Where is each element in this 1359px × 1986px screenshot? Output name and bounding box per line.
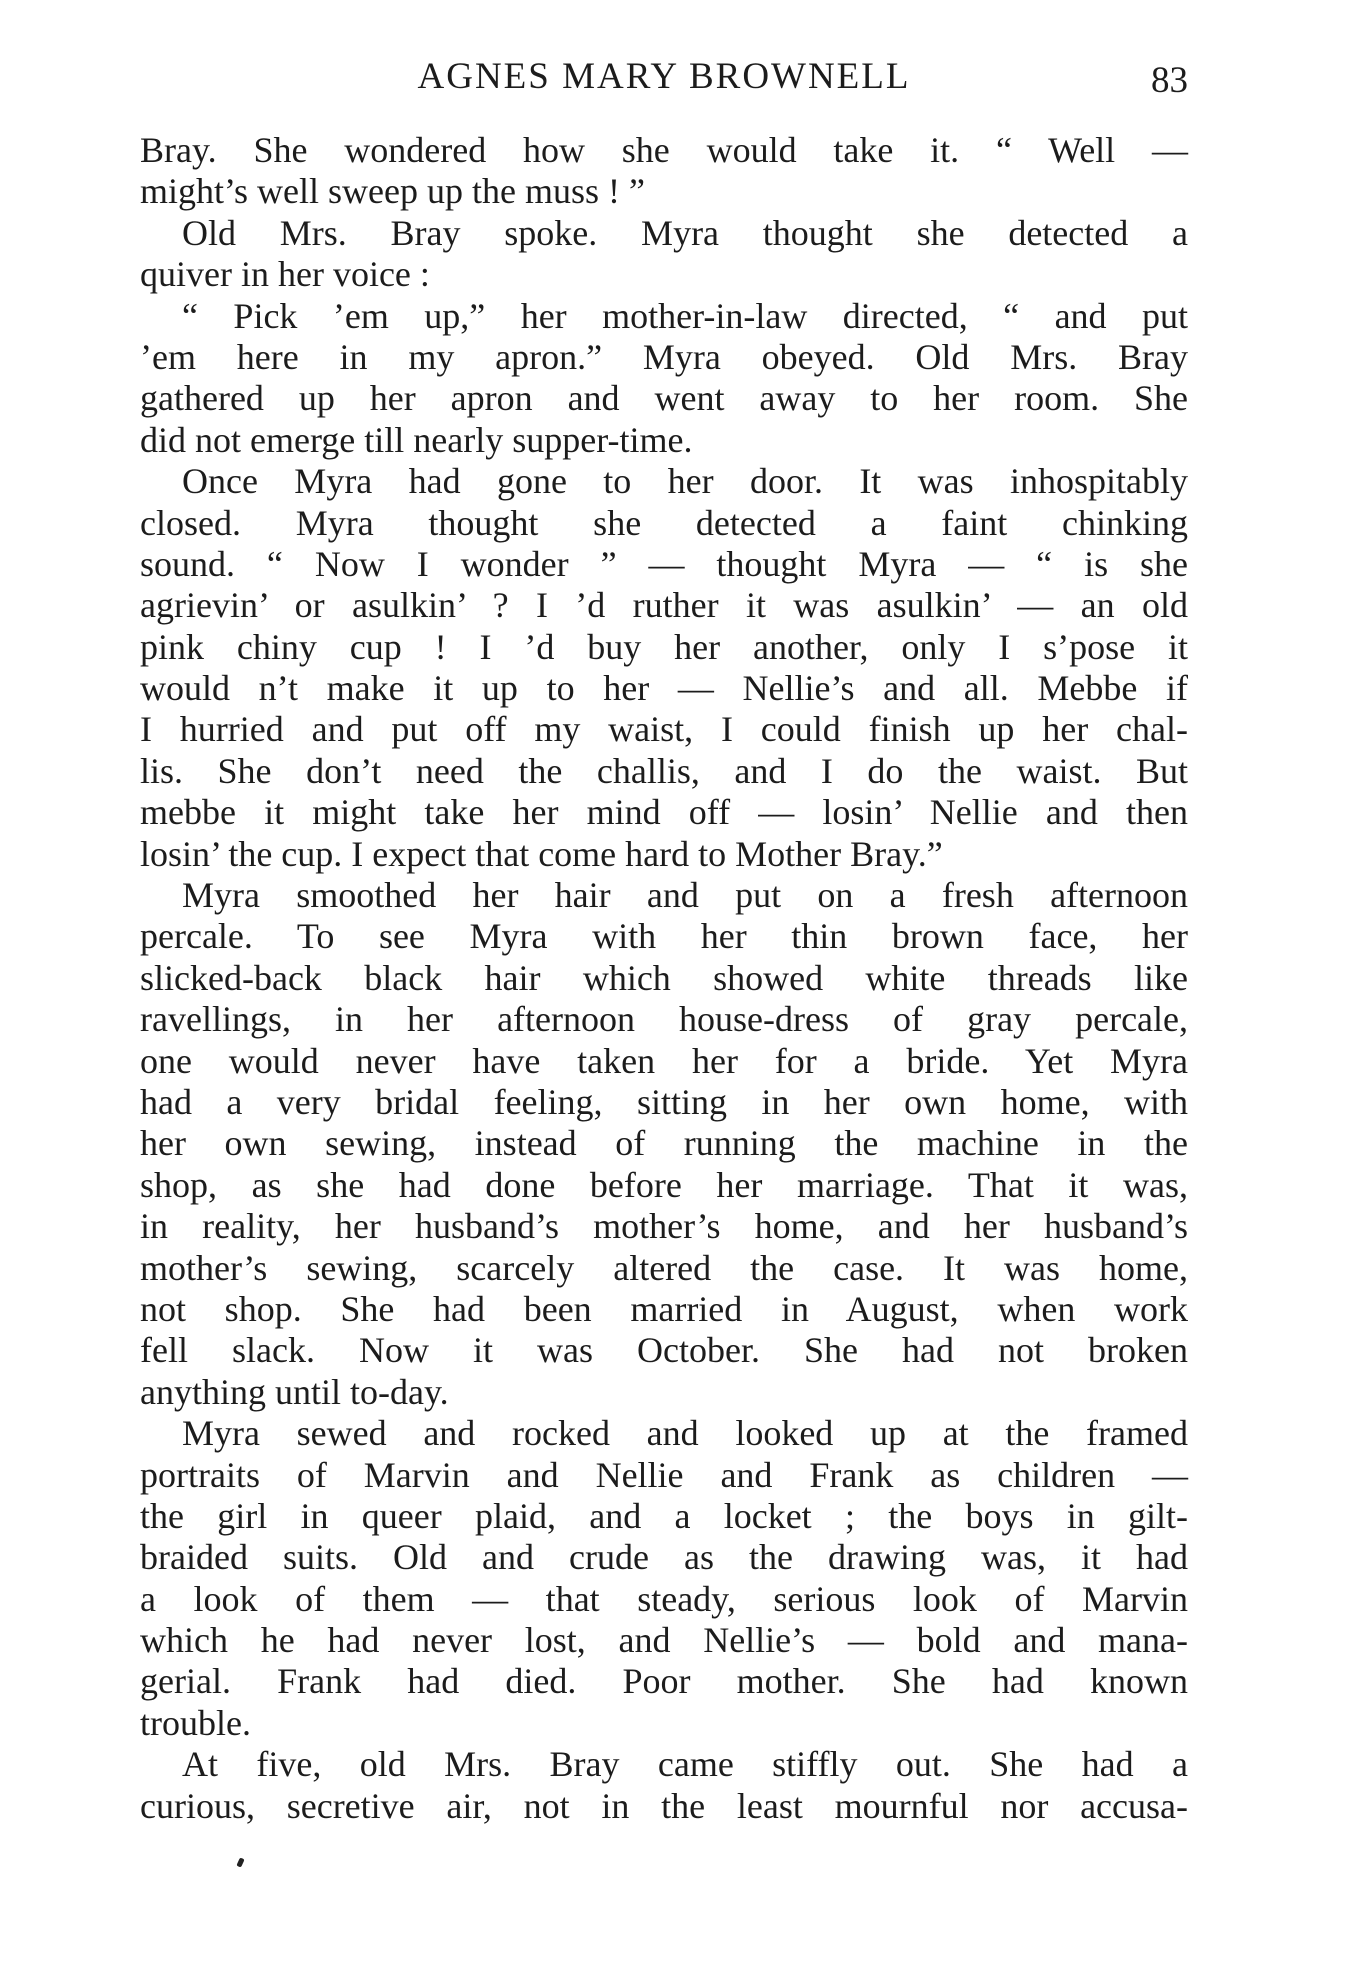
text-line: sound. “ Now I wonder ” — thought Myra — “ is she [140,543,1188,584]
text-line: agrievin’ or asulkin’ ? I ’d ruther it was asulkin’ — an old [140,585,1188,626]
text-line: mother’s sewing, scarcely altered the case. It was home, [140,1247,1188,1288]
text-line: Old Mrs. Bray spoke. Myra thought she detected a [182,212,1188,253]
text-line: braided suits. Old and crude as the drawing was, it had [140,1537,1188,1578]
text-line: one would never have taken her for a bride. Yet Myra [140,1040,1188,1081]
text-line: did not emerge till nearly supper-time. [140,419,693,460]
text-line: losin’ the cup. I expect that come hard to Mother Bray.” [140,833,943,874]
ink-speck [236,1857,244,1867]
text-line: pink chiny cup ! I ’d buy her another, only I s’pose it [140,626,1188,667]
text-line: curious, secretive air, not in the least mournful nor accusa- [140,1785,1188,1826]
text-line: ’em here in my apron.” Myra obeyed. Old Mrs. Bray [140,336,1188,377]
text-line: had a very bridal feeling, sitting in her own home, with [140,1081,1188,1122]
text-line: gathered up her apron and went away to her room. She [140,378,1188,419]
text-line: percale. To see Myra with her thin brown face, her [140,916,1188,957]
running-title: AGNES MARY BROWNELL [417,56,911,97]
page-number: 83 [1151,60,1188,101]
text-line: I hurried and put off my waist, I could finish up her chal- [140,709,1188,750]
text-line: would n’t make it up to her — Nellie’s and all. Mebbe if [140,668,1188,709]
text-line: Myra sewed and rocked and looked up at the framed [182,1413,1188,1454]
text-line: trouble. [140,1702,251,1743]
text-line: her own sewing, instead of running the machine in the [140,1123,1188,1164]
text-line: which he had never lost, and Nellie’s — bold and mana- [140,1620,1188,1661]
text-line: ravellings, in her afternoon house-dress of gray percale, [140,999,1188,1040]
text-line: Bray. She wondered how she would take it. “ Well — [140,130,1188,170]
text-line: gerial. Frank had died. Poor mother. She had known [140,1661,1188,1702]
text-line: slicked-back black hair which showed white threads like [140,957,1188,998]
text-line: fell slack. Now it was October. She had not broken [140,1330,1188,1371]
text-line: a look of them — that steady, serious look of Marvin [140,1578,1188,1619]
text-line: in reality, her husband’s mother’s home, and her husband’s [140,1206,1188,1247]
text-line: might’s well sweep up the muss ! ” [140,171,645,212]
text-line: Myra smoothed her hair and put on a fresh afternoon [182,875,1188,916]
text-line: anything until to-day. [140,1371,449,1412]
text-line: mebbe it might take her mind off — losin’ Nellie and then [140,792,1188,833]
body-text [140,130,1188,1827]
text-line: portraits of Marvin and Nellie and Frank as children — [140,1454,1188,1495]
text-line: At five, old Mrs. Bray came stiffly out. She had a [182,1744,1188,1785]
text-line: closed. Myra thought she detected a faint chinking [140,502,1188,543]
text-line: Once Myra had gone to her door. It was inhospitably [182,461,1188,502]
text-line: “ Pick ’em up,” her mother-in-law directed, “ and put [182,295,1188,336]
text-line: the girl in queer plaid, and a locket ; the boys in gilt- [140,1495,1188,1536]
text-line: not shop. She had been married in August, when work [140,1288,1188,1329]
text-line: shop, as she had done before her marriage. That it was, [140,1164,1188,1205]
text-line: quiver in her voice : [140,254,430,295]
text-line: lis. She don’t need the challis, and I do the waist. But [140,750,1188,791]
running-head [140,52,1188,102]
